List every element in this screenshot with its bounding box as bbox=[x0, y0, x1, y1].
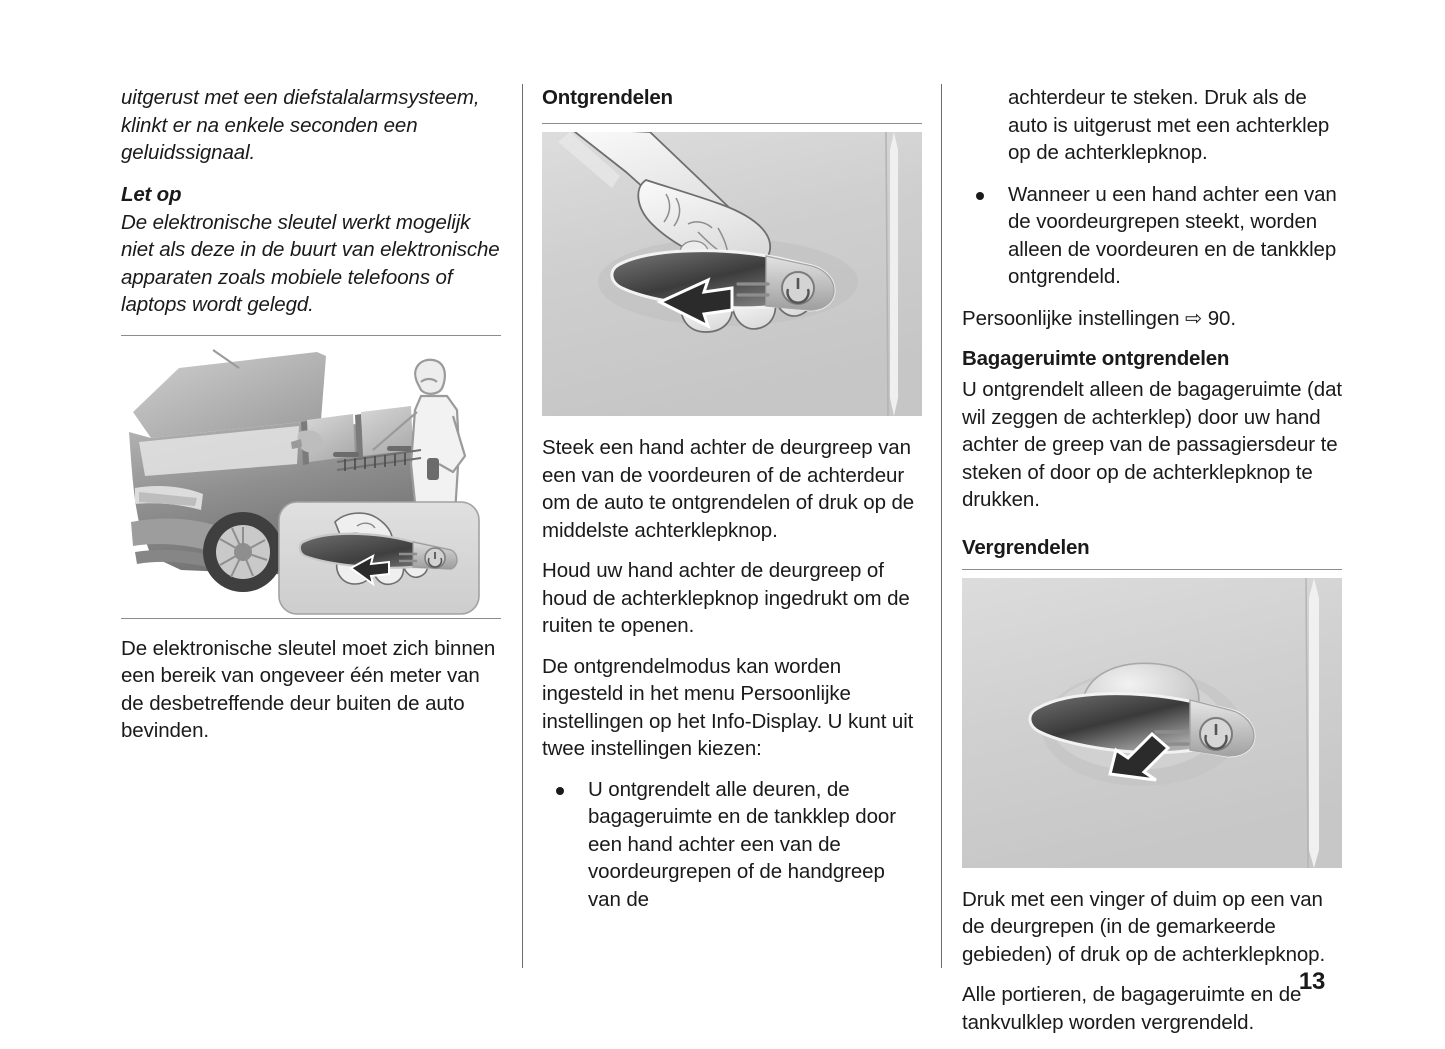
paragraph-alle-portieren: Alle portieren, de bagageruimte en de tankvulklep worden vergrendeld. bbox=[962, 983, 1302, 1034]
right-arrow-outline-icon: ⇨ bbox=[1185, 306, 1203, 330]
paragraph-ontgrendelmodus: De ontgrendelmodus kan worden ingesteld in het menu Persoonlijke instellingen op het Info-Display. U kunt uit twee instellingen kiezen: bbox=[542, 654, 914, 760]
column-one bbox=[121, 84, 501, 759]
section-heading-bagageruimte: Bagageruimte ontgrendelen bbox=[962, 347, 1230, 370]
list-item bbox=[962, 181, 1342, 291]
figure-hand-behind-handle bbox=[542, 132, 922, 416]
note-heading: Let op bbox=[121, 182, 182, 206]
paragraph-steek-een-hand: Steek een hand achter de deurgreep van een van de voordeuren of de achterdeur om de auto te ontgrendelen of druk op de middelste achterklepknop. bbox=[542, 436, 915, 542]
unlock-settings-list-continued bbox=[962, 181, 1342, 291]
closing-paragraph: De elektronische sleutel moet zich binnen een bereik van ongeveer één meter van de desbetreffende deur buiten de auto bevinden. bbox=[121, 636, 496, 742]
figure3-rule-top bbox=[962, 569, 1342, 570]
section-heading-ontgrendelen: Ontgrendelen bbox=[542, 86, 673, 109]
column-two bbox=[542, 84, 922, 927]
paragraph-houd-uw-hand: Houd uw hand achter de deurgreep of houd de achterklepknop ingedrukt om de ruiten te openen. bbox=[542, 559, 910, 637]
figure-rule-bottom bbox=[121, 618, 501, 619]
figure-rule-top bbox=[121, 335, 501, 336]
bullet-dot-icon bbox=[556, 787, 564, 795]
figure-handle-press bbox=[962, 578, 1342, 868]
list-item bbox=[542, 776, 922, 914]
unlock-settings-list bbox=[542, 776, 922, 914]
section-heading-vergrendelen: Vergrendelen bbox=[962, 535, 1090, 559]
figure-van-with-person bbox=[121, 346, 501, 618]
column-three bbox=[962, 84, 1342, 1049]
continued-paragraph: uitgerust met een diefstalalarmsysteem, klinkt er na enkele seconden een geluidssignaal. bbox=[121, 86, 480, 164]
column-divider-left bbox=[522, 84, 523, 968]
figure2-rule-top bbox=[542, 123, 922, 124]
handle-inset bbox=[279, 502, 479, 614]
cross-reference bbox=[962, 305, 1342, 333]
list-item-label: U ontgrendelt alle deuren, de bagageruimte en de tankklep door een hand achter een van de voordeurgrepen of de handgreep van de bbox=[588, 777, 896, 911]
cross-reference-page: 90. bbox=[1207, 306, 1236, 330]
list-item-label: Wanneer u een hand achter een van de voordeurgrepen steekt, worden alleen de voordeuren en de tankklep ontgrendeld. bbox=[1008, 182, 1337, 288]
bullet-dot-icon bbox=[976, 192, 984, 200]
paragraph-bagageruimte: U ontgrendelt alleen de bagageruimte (dat wil zeggen de achterklep) door uw hand achter de greep van de passagiersdeur te steken of door op de achterklepknop te drukken. bbox=[962, 378, 1342, 511]
column-divider-right bbox=[941, 84, 942, 968]
paragraph-druk-met-vinger: Druk met een vinger of duim op een van de deurgrepen (in de gemarkeerde gebieden) of druk op de achterklepknop. bbox=[962, 887, 1326, 966]
cross-reference-label: Persoonlijke instellingen bbox=[962, 306, 1180, 330]
page-number: 13 bbox=[1298, 968, 1325, 995]
note-text: De elektronische sleutel werkt mogelijk niet als deze in de buurt van elektronische apparaten zoals mobiele telefoons of laptops wordt gelegd. bbox=[121, 210, 500, 316]
bullet-continuation-text: achterdeur te steken. Druk als de auto is uitgerust met een achterklep op de achterklepknop. bbox=[1008, 86, 1330, 164]
